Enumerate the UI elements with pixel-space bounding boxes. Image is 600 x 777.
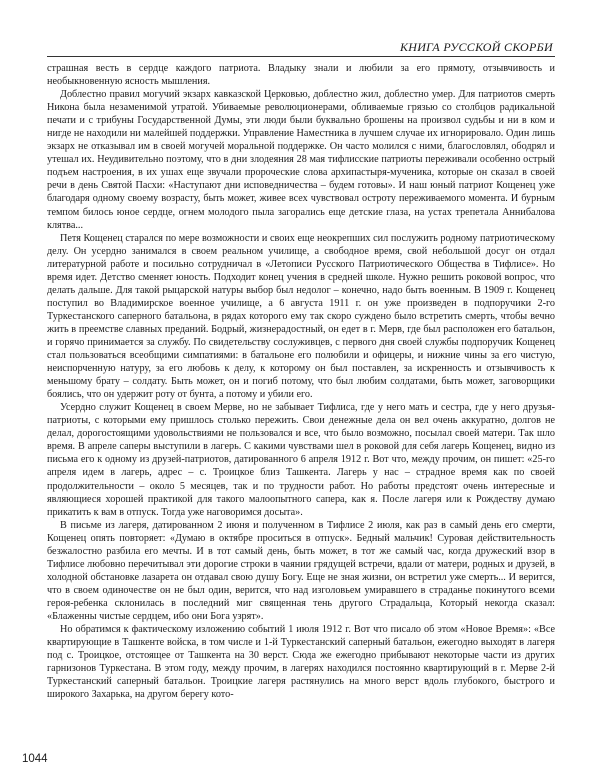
paragraph: В письме из лагеря, датированном 2 июня и полученном в Тифлисе 2 июля, как раз в самый день его смерти, Кощенец опять повторяет: «Думаю в октябре проситься в отпуск». Бедный мальчик! Суровая действительность безжалостно разбила его мечты. И в тот самый день, быть может, в тот же самый час, когда дружеский взор в Тифлисе любовно перечитывал эти дорогие строки в чаянии грядущей встречи, вдали от матери, родных и друзей, в холодной обстановке лазарета он отдавал свою душу Богу. Еще не зная жизни, он встретил уже смерть... И верится, что в своем одиночестве он не был один, верится, что над изголовьем умиравшего в страданье покинутого всеми героя-ребенка склонилась в последний миг священная тень другого Страдальца, Который некогда сказал: «Блаженны чистые сердцем, ибо они Бога узрят».: [47, 519, 555, 622]
running-header: КНИГА РУССКОЙ СКОРБИ: [399, 40, 553, 54]
paragraph: Усердно служит Кощенец в своем Мерве, но не забывает Тифлиса, где у него мать и сестра, где у него друзья-патриоты, с которыми ему пришлось столько пережить. Свои денежные дела он вел очень аккуратно, долгов не делал, дорогостоящими удовольствиями не пользовался и все, что было возможно, посылал своей матери. Так шло время. В апреле саперы выступили в лагерь. С какими чувствами шел в роковой для себя лагерь Кощенец, видно из письма его к одному из друзей-патриотов, датированного 6 апреля 1912 г. Вот что, между прочим, он пишет: «25-го апреля идем в лагерь, адрес – с. Троицкое близ Ташкента. Лагерь у нас – страдное время как по своей продолжительности – около 5 месяцев, так и по трудности работ. Но работы предстоят очень интересные и являющиеся хорошей практикой для такого малоопытного сапера, как я. После лагеря или к Рождеству думаю прикатить к вам в отпуск. Тогда уже наговоримся досыта».: [47, 402, 555, 518]
paragraph: страшная весть в сердце каждого патриота. Владыку знали и любили за его прямоту, отзывчивость и необыкновенную ясность мышления.: [47, 63, 555, 88]
paragraph: Доблестно правил могучий экзарх кавказской Церковью, доблестно жил, доблестно умер. Для патриотов смерть Никона была незаменимой утратой. Убиваемые революционерами, обливаемые грязью со столбцов радикальной печати и с трибуны Государственной Думы, эти люди были буквально брошены на произвол судьбы и ни в ком и нигде не находили ни малейшей поддержки. Управление Наместника в лучшем случае их игнорировало. Один лишь экзарх не отказывал им в своей могучей моральной поддержке. Он часто молился с ними, благословлял, ободрял и утешал их. Неудивительно поэтому, что в дни злодеяния 28 мая тифлисские патриоты переживали особенно острый подъем настроения, в их ушах еще звучали пророческие слова архипастыря-мученика, которые он сказал в своей речи в день Святой Пасхи: «Наступают дни исповедничества – будем готовы». И наш юный патриот Кощенец уже благодаря одному своему возрасту, быть может, живее всех чувствовал остроту переживаемого момента. И бурным темпом билось юное сердце, огнем молодого пыла загорались еще детские глаза, на устах трепетала Аннибалова клятва...: [47, 89, 555, 231]
body-text: [47, 62, 555, 701]
paragraph: Но обратимся к фактическому изложению событий 1 июля 1912 г. Вот что писало об этом «Новое Время»: «Все квартирующие в Ташкенте войска, в том числе и 1-й Туркестанский саперный батальон, ежегодно выходят в лагеря под с. Троицкое, отстоящее от Ташкента на 30 верст. Сюда же ежегодно прибывают некоторые части из других гарнизонов Туркестана. В этом году, между прочим, в лагерях находился постоянно квартирующий в г. Мерве 2-й Туркестанский саперный батальон. Троицкие лагеря растянулись на много верст вдоль глубокого, быстрого и широкого Захарька, на другом берегу кото-: [47, 624, 555, 701]
page: [47, 40, 555, 701]
header-rule: [47, 56, 555, 57]
paragraph: Петя Кощенец старался по мере возможности и своих еще неокрепших сил послужить родному патриотическому делу. Он усердно занимался в своем реальном училище, а свободное время, свой небольшой досуг он отдал литературной работе и посильно сотрудничал в «Летописи Русского Патриотического Общества в Тифлисе». Но время идет. Детство сменяет юность. Подходит конец учения в средней школе. Нужно решить роковой вопрос, что делать дальше. Для такой рыцарской натуры выбор был недолог – конечно, надо быть военным. В 1909 г. Кощенец поступил во Владимирское военное училище, а 6 августа 1911 г. он уже произведен в подпоручики 2-го Туркестанского саперного батальона, в рядах которого ему так скоро суждено было встретить смерть, чтобы вечно жить в преемстве славных преданий. Бодрый, жизнерадостный, он едет в г. Мерв, где был расположен его батальон, и горячо принимается за службу. По свидетельству сослуживцев, с первого дня своей службы подпоручик Кощенец стал пользоваться всеобщими симпатиями: в батальоне его полюбили и офицеры, и нижние чины за его чистую, неиспорченную натуру, за его любовь к делу, к которому он был поставлен, за искренность и отзывчивость к меньшому брату – солдату. Быть может, он и погиб потому, что был любим солдатами, быть может, заговорщики боялись, что он удержит роту от бунта, а потому и убили его.: [47, 232, 555, 401]
page-number: 1044: [22, 753, 48, 765]
